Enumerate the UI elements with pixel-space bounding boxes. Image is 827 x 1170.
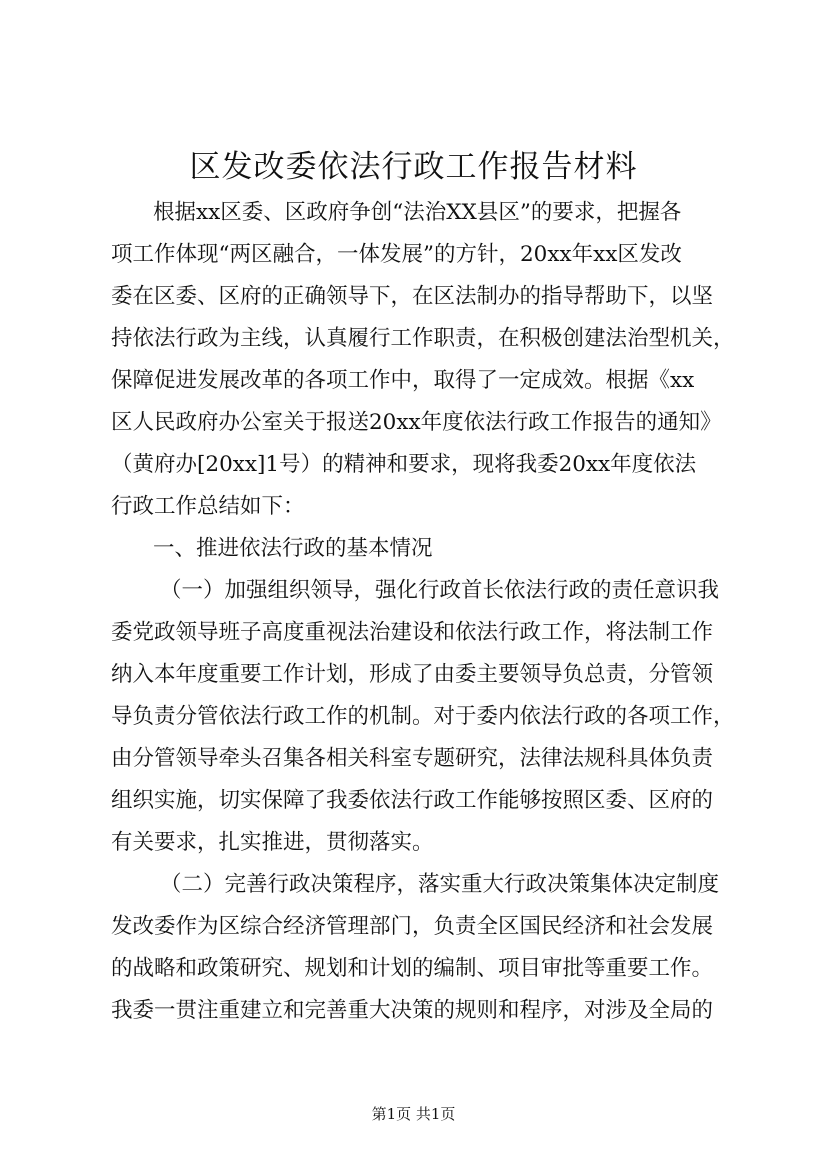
body-line: 行政工作总结如下：	[111, 494, 305, 519]
body-line: 纳入本年度重要工作计划，形成了由委主要领导负总责，分管领	[111, 662, 714, 687]
body-line: 保障促进发展改革的各项工作中，取得了一定成效。根据《xx	[111, 368, 695, 393]
body-line: 委党政领导班子高度重视法治建设和依法行政工作，将法制工作	[111, 620, 714, 645]
body-line: 导负责分管依法行政工作的机制。对于委内依法行政的各项工作，	[111, 704, 735, 729]
body-line: 发改委作为区综合经济管理部门，负责全区国民经济和社会发展	[111, 914, 714, 939]
body-line: 有关要求，扎实推进，贯彻落实。	[111, 830, 434, 855]
subsection-heading: （一）加强组织领导，强化行政首长依法行政的责任意识我	[160, 578, 720, 603]
page-number-footer: 第1页 共1页	[371, 1105, 456, 1123]
body-line: 根据xx区委、区政府争创“法治XX县区”的要求，把握各	[153, 200, 682, 225]
subsection-heading: （二）完善行政决策程序，落实重大行政决策集体决定制度	[160, 872, 720, 897]
body-line: 我委一贯注重建立和完善重大决策的规则和程序，对涉及全局的	[111, 998, 714, 1023]
section-heading: 一、推进依法行政的基本情况	[153, 536, 433, 561]
body-line: 项工作体现“两区融合，一体发展”的方针，20xx年xx区发改	[111, 242, 682, 267]
body-line: 持依法行政为主线，认真履行工作职责，在积极创建法治型机关，	[111, 326, 735, 351]
body-line: 组织实施，切实保障了我委依法行政工作能够按照区委、区府的	[111, 788, 714, 813]
body-line: 的战略和政策研究、规划和计划的编制、项目审批等重要工作。	[111, 956, 714, 981]
body-line: 由分管领导牵头召集各相关科室专题研究，法律法规科具体负责	[111, 746, 714, 771]
body-line: 委在区委、区府的正确领导下，在区法制办的指导帮助下，以坚	[111, 284, 714, 309]
document-title: 区发改委依法行政工作报告材料	[189, 149, 638, 185]
body-line: （黄府办[20xx]1号）的精神和要求，现将我委20xx年度依法	[111, 452, 697, 477]
body-line: 区人民政府办公室关于报送20xx年度依法行政工作报告的通知》	[111, 410, 722, 435]
